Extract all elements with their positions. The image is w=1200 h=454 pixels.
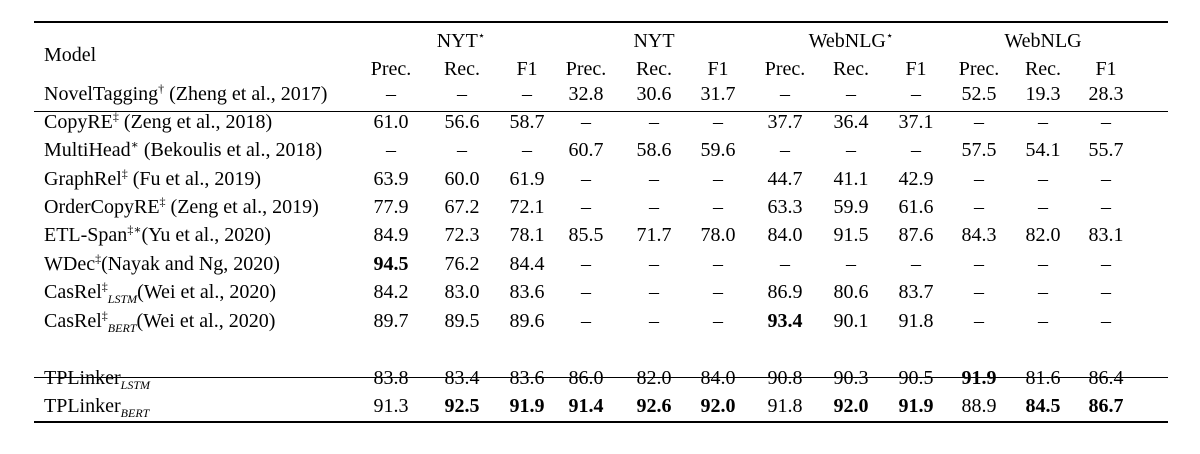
model-marker: ‡ xyxy=(101,279,108,294)
table-cell: – xyxy=(1038,281,1048,303)
table-cell: – xyxy=(1101,168,1111,190)
table-cell: – xyxy=(1038,168,1048,190)
table-cell: 91.8 xyxy=(767,395,803,417)
table-cell: 83.6 xyxy=(509,281,545,303)
model-variant: BERT xyxy=(107,321,137,335)
model-citation: (Yu et al., 2020) xyxy=(141,224,271,246)
model-citation: (Nayak and Ng, 2020) xyxy=(101,253,280,275)
table-cell: 81.6 xyxy=(1025,367,1061,389)
model-name xyxy=(44,252,280,276)
metric-header: Rec. xyxy=(635,58,673,80)
table-cell: 63.9 xyxy=(373,168,409,190)
table-cell: 31.7 xyxy=(700,83,736,105)
table-cell: – xyxy=(581,196,591,218)
table-cell: 78.0 xyxy=(700,224,736,246)
table-cell: 82.0 xyxy=(1025,224,1061,246)
table-cell: – xyxy=(649,281,659,303)
table-cell: 90.8 xyxy=(767,367,803,389)
table-cell: – xyxy=(581,310,591,332)
table-cell: 84.4 xyxy=(509,253,545,275)
dataset-mark: ⋆ xyxy=(885,28,894,43)
model-base: NovelTagging xyxy=(44,83,159,105)
table-cell: – xyxy=(457,139,467,161)
table-cell: – xyxy=(780,139,790,161)
table-cell: – xyxy=(522,139,532,161)
model-name xyxy=(44,167,261,191)
table-cell: – xyxy=(1101,253,1111,275)
table-cell: 83.0 xyxy=(444,281,480,303)
model-base: CasRel xyxy=(44,310,102,332)
table-cell: – xyxy=(649,310,659,332)
table-cell: 60.7 xyxy=(568,139,604,161)
table-cell: – xyxy=(386,139,396,161)
table-cell: – xyxy=(846,253,856,275)
table-cell: 86.7 xyxy=(1088,395,1124,417)
top-rule xyxy=(34,21,1168,23)
table-cell: – xyxy=(1101,196,1111,218)
table-cell: 84.9 xyxy=(373,224,409,246)
dataset-name: WebNLG xyxy=(808,30,886,52)
model-citation: (Zheng et al., 2017) xyxy=(164,83,328,105)
table-cell: 54.1 xyxy=(1025,139,1061,161)
table-cell: 85.5 xyxy=(568,224,604,246)
model-base: WDec xyxy=(44,253,96,275)
model-base: CasRel xyxy=(44,281,102,303)
dataset-header xyxy=(381,29,541,53)
model-marker: ‡ xyxy=(101,308,108,323)
table-cell: – xyxy=(581,253,591,275)
table-cell: 61.9 xyxy=(509,168,545,190)
table-cell: 58.7 xyxy=(509,111,545,133)
metric-header: Prec. xyxy=(370,58,412,80)
table-cell: 42.9 xyxy=(898,168,934,190)
table-cell: – xyxy=(974,253,984,275)
metric-header: F1 xyxy=(1095,58,1117,80)
table-cell: 92.0 xyxy=(833,395,869,417)
model-citation: (Wei et al., 2020) xyxy=(137,281,277,303)
metric-header: Rec. xyxy=(1024,58,1062,80)
table-cell: – xyxy=(1101,281,1111,303)
model-name xyxy=(44,110,272,134)
model-marker: ‡ xyxy=(112,109,119,124)
model-variant: LSTM xyxy=(107,292,138,306)
table-cell: – xyxy=(457,83,467,105)
dataset-header xyxy=(771,29,931,53)
table-cell: 90.5 xyxy=(898,367,934,389)
dataset-name: NYT xyxy=(436,30,478,52)
table-cell: – xyxy=(581,281,591,303)
model-header: Model xyxy=(44,44,97,66)
table-cell: 91.5 xyxy=(833,224,869,246)
table-cell: – xyxy=(1038,196,1048,218)
model-citation: (Fu et al., 2019) xyxy=(127,168,262,190)
metric-header: Prec. xyxy=(764,58,806,80)
model-citation: (Bekoulis et al., 2018) xyxy=(138,139,323,161)
table-cell: – xyxy=(911,139,921,161)
model-name xyxy=(44,366,150,390)
table-cell: 86.0 xyxy=(568,367,604,389)
table-cell: – xyxy=(846,83,856,105)
table-cell: 76.2 xyxy=(444,253,480,275)
table-cell: 87.6 xyxy=(898,224,934,246)
model-name xyxy=(44,82,327,106)
table-cell: – xyxy=(846,139,856,161)
model-marker: ‡∗ xyxy=(127,222,142,237)
table-cell: – xyxy=(713,111,723,133)
dataset-name: NYT xyxy=(633,30,675,52)
model-base: ETL-Span xyxy=(44,224,128,246)
table-cell: 57.5 xyxy=(961,139,997,161)
table-cell: 61.6 xyxy=(898,196,934,218)
table-cell: 86.4 xyxy=(1088,367,1124,389)
metric-header: F1 xyxy=(707,58,729,80)
table-cell: 90.1 xyxy=(833,310,869,332)
table-cell: – xyxy=(522,83,532,105)
table-cell: 37.7 xyxy=(767,111,803,133)
model-base: OrderCopyRE xyxy=(44,196,160,218)
dataset-mark: ⋆ xyxy=(477,28,486,43)
table-cell: – xyxy=(780,253,790,275)
metric-header: F1 xyxy=(905,58,927,80)
table-cell: 91.3 xyxy=(373,395,409,417)
metric-header: F1 xyxy=(516,58,538,80)
table-cell: – xyxy=(649,196,659,218)
table-cell: 52.5 xyxy=(961,83,997,105)
table-cell: – xyxy=(649,253,659,275)
model-marker: ‡ xyxy=(95,251,102,266)
table-cell: 91.8 xyxy=(898,310,934,332)
table-cell: 90.3 xyxy=(833,367,869,389)
table-cell: – xyxy=(649,111,659,133)
table-cell: – xyxy=(713,196,723,218)
table-cell: 84.0 xyxy=(700,367,736,389)
model-base: TPLinker xyxy=(44,367,121,389)
table-cell: – xyxy=(1038,111,1048,133)
table-cell: 84.0 xyxy=(767,224,803,246)
model-marker: ∗ xyxy=(130,137,139,152)
table-cell: 78.1 xyxy=(509,224,545,246)
table-cell: 63.3 xyxy=(767,196,803,218)
model-citation: (Wei et al., 2020) xyxy=(136,310,276,332)
table-cell: 83.1 xyxy=(1088,224,1124,246)
table-cell: 32.8 xyxy=(568,83,604,105)
table-cell: – xyxy=(1038,310,1048,332)
table-cell: – xyxy=(713,281,723,303)
table-cell: – xyxy=(911,253,921,275)
table-cell: 71.7 xyxy=(636,224,672,246)
table-cell: 82.0 xyxy=(636,367,672,389)
table-cell: 83.4 xyxy=(444,367,480,389)
model-citation: (Zeng et al., 2018) xyxy=(118,111,273,133)
table-cell: 19.3 xyxy=(1025,83,1061,105)
dataset-header xyxy=(963,29,1123,53)
model-base: TPLinker xyxy=(44,395,121,417)
model-name xyxy=(44,309,275,333)
table-cell: 91.4 xyxy=(568,395,604,417)
table-cell: 84.2 xyxy=(373,281,409,303)
table-cell: 36.4 xyxy=(833,111,869,133)
model-name xyxy=(44,195,319,219)
table-cell: 86.9 xyxy=(767,281,803,303)
table-cell: – xyxy=(649,168,659,190)
model-marker: ‡ xyxy=(159,194,166,209)
metric-header: Rec. xyxy=(832,58,870,80)
table-cell: 41.1 xyxy=(833,168,869,190)
table-cell: 89.7 xyxy=(373,310,409,332)
table-cell: 83.6 xyxy=(509,367,545,389)
table-cell: – xyxy=(581,111,591,133)
table-cell: – xyxy=(1101,111,1111,133)
model-base: GraphRel xyxy=(44,168,122,190)
table-cell: 67.2 xyxy=(444,196,480,218)
model-name xyxy=(44,223,271,247)
table-cell: – xyxy=(386,83,396,105)
table-cell: – xyxy=(974,310,984,332)
table-cell: – xyxy=(974,168,984,190)
model-marker: ‡ xyxy=(121,166,128,181)
dataset-header xyxy=(574,29,734,53)
dataset-name: WebNLG xyxy=(1004,30,1082,52)
model-marker: † xyxy=(158,81,165,96)
table-cell: – xyxy=(1101,310,1111,332)
table-cell: 28.3 xyxy=(1088,83,1124,105)
table-cell: 92.0 xyxy=(700,395,736,417)
metric-header: Prec. xyxy=(958,58,1000,80)
table-cell: 89.6 xyxy=(509,310,545,332)
table-cell: – xyxy=(581,168,591,190)
table-cell: 30.6 xyxy=(636,83,672,105)
table-cell: 55.7 xyxy=(1088,139,1124,161)
table-cell: – xyxy=(780,83,790,105)
table-cell: – xyxy=(974,196,984,218)
table-cell: 44.7 xyxy=(767,168,803,190)
model-variant: LSTM xyxy=(120,378,150,392)
table-cell: 91.9 xyxy=(898,395,934,417)
model-name xyxy=(44,394,149,418)
table-cell: 72.1 xyxy=(509,196,545,218)
table-cell: 94.5 xyxy=(373,253,409,275)
table-cell: 59.9 xyxy=(833,196,869,218)
table-cell: 92.6 xyxy=(636,395,672,417)
metric-header: Prec. xyxy=(565,58,607,80)
table-cell: 60.0 xyxy=(444,168,480,190)
table-cell: 83.7 xyxy=(898,281,934,303)
table-cell: 88.9 xyxy=(961,395,997,417)
table-cell: 37.1 xyxy=(898,111,934,133)
table-cell: 84.3 xyxy=(961,224,997,246)
table-cell: – xyxy=(974,281,984,303)
table-cell: 59.6 xyxy=(700,139,736,161)
table-cell: 92.5 xyxy=(444,395,480,417)
table-cell: 80.6 xyxy=(833,281,869,303)
table-cell: 91.9 xyxy=(509,395,545,417)
table-cell: 72.3 xyxy=(444,224,480,246)
model-base: MultiHead xyxy=(44,139,131,161)
metric-header: Rec. xyxy=(443,58,481,80)
model-name xyxy=(44,138,322,162)
table-cell: – xyxy=(713,310,723,332)
model-base: CopyRE xyxy=(44,111,113,133)
table-cell: 89.5 xyxy=(444,310,480,332)
bottom-rule xyxy=(34,421,1168,423)
table-cell: 93.4 xyxy=(767,310,803,332)
model-name xyxy=(44,280,276,304)
table-cell: – xyxy=(713,168,723,190)
table-cell: – xyxy=(911,83,921,105)
table-cell: 58.6 xyxy=(636,139,672,161)
table-cell: – xyxy=(1038,253,1048,275)
table-cell: 83.8 xyxy=(373,367,409,389)
table-cell: 84.5 xyxy=(1025,395,1061,417)
table-cell: 91.9 xyxy=(961,367,997,389)
model-variant: BERT xyxy=(120,406,150,420)
model-citation: (Zeng et al., 2019) xyxy=(165,196,319,218)
table-cell: – xyxy=(713,253,723,275)
table-cell: 56.6 xyxy=(444,111,480,133)
table-cell: 61.0 xyxy=(373,111,409,133)
table-cell: – xyxy=(974,111,984,133)
table-cell: 77.9 xyxy=(373,196,409,218)
